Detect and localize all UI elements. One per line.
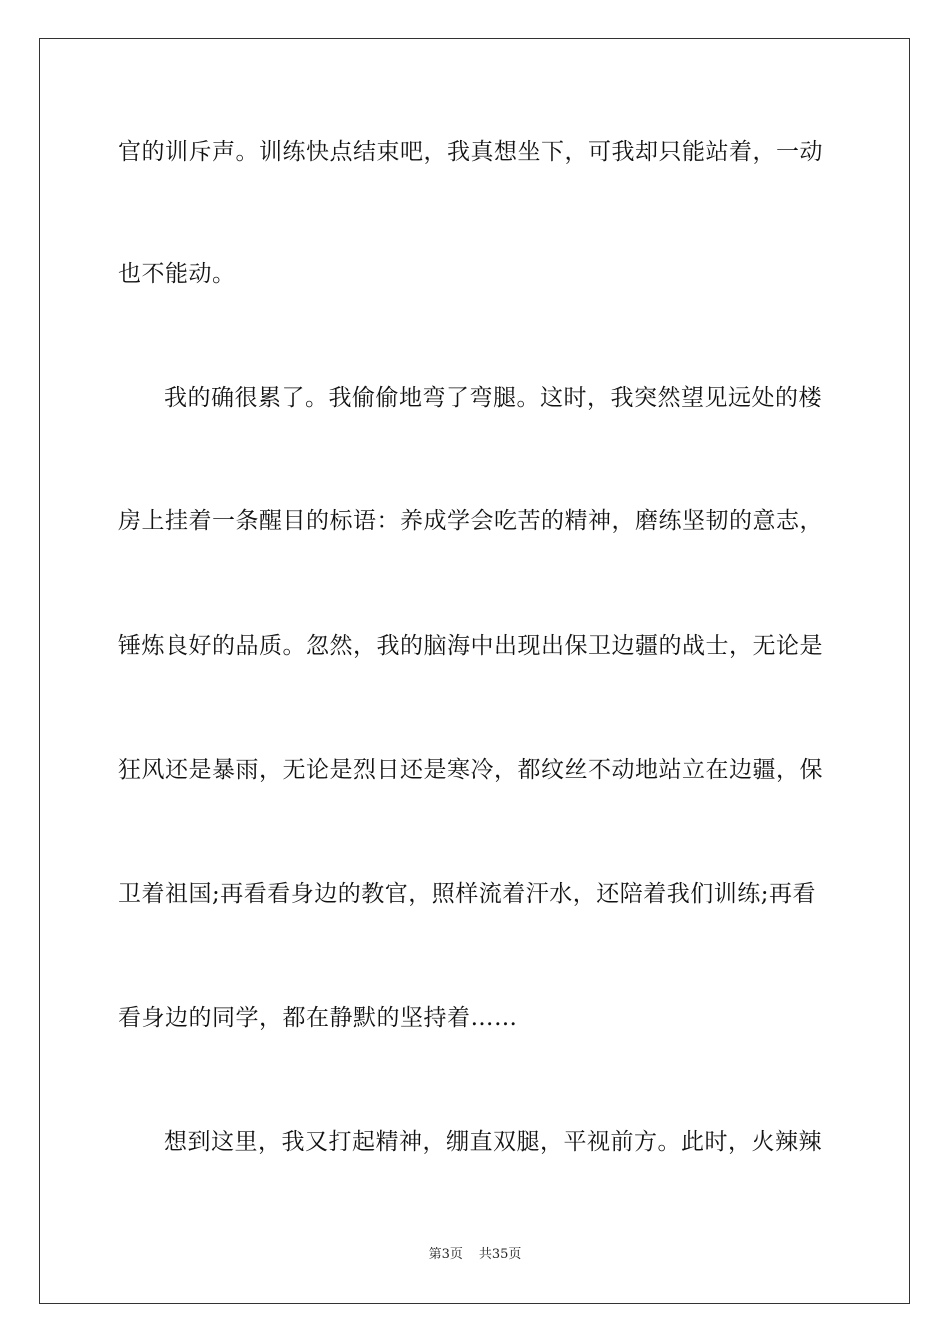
text-line: 房上挂着一条醒目的标语：养成学会吃苦的精神，磨练坚韧的意志， [118, 508, 823, 534]
page-total: 共35页 [478, 1247, 522, 1262]
text-line: 看身边的同学，都在静默的坚持着…… [118, 1005, 518, 1031]
paragraph-first-line: 想到这里，我又打起精神，绷直双腿，平视前方。此时，火辣辣 [164, 1129, 822, 1155]
paragraph-first-line: 我的确很累了。我偷偷地弯了弯腿。这时，我突然望见远处的楼 [164, 385, 822, 411]
page-border [39, 38, 910, 1304]
text-line: 锤炼良好的品质。忽然，我的脑海中出现出保卫边疆的战士，无论是 [118, 633, 823, 659]
text-line: 卫着祖国;再看看身边的教官，照样流着汗水，还陪着我们训练;再看 [118, 881, 816, 907]
page-number: 第3页 [428, 1247, 463, 1262]
text-line: 狂风还是暴雨，无论是烈日还是寒冷，都纹丝不动地站立在边疆，保 [118, 757, 823, 783]
text-line: 官的训斥声。训练快点结束吧，我真想坐下，可我却只能站着，一动 [118, 139, 823, 165]
page-footer [0, 1246, 950, 1264]
text-line: 也不能动。 [118, 261, 236, 287]
